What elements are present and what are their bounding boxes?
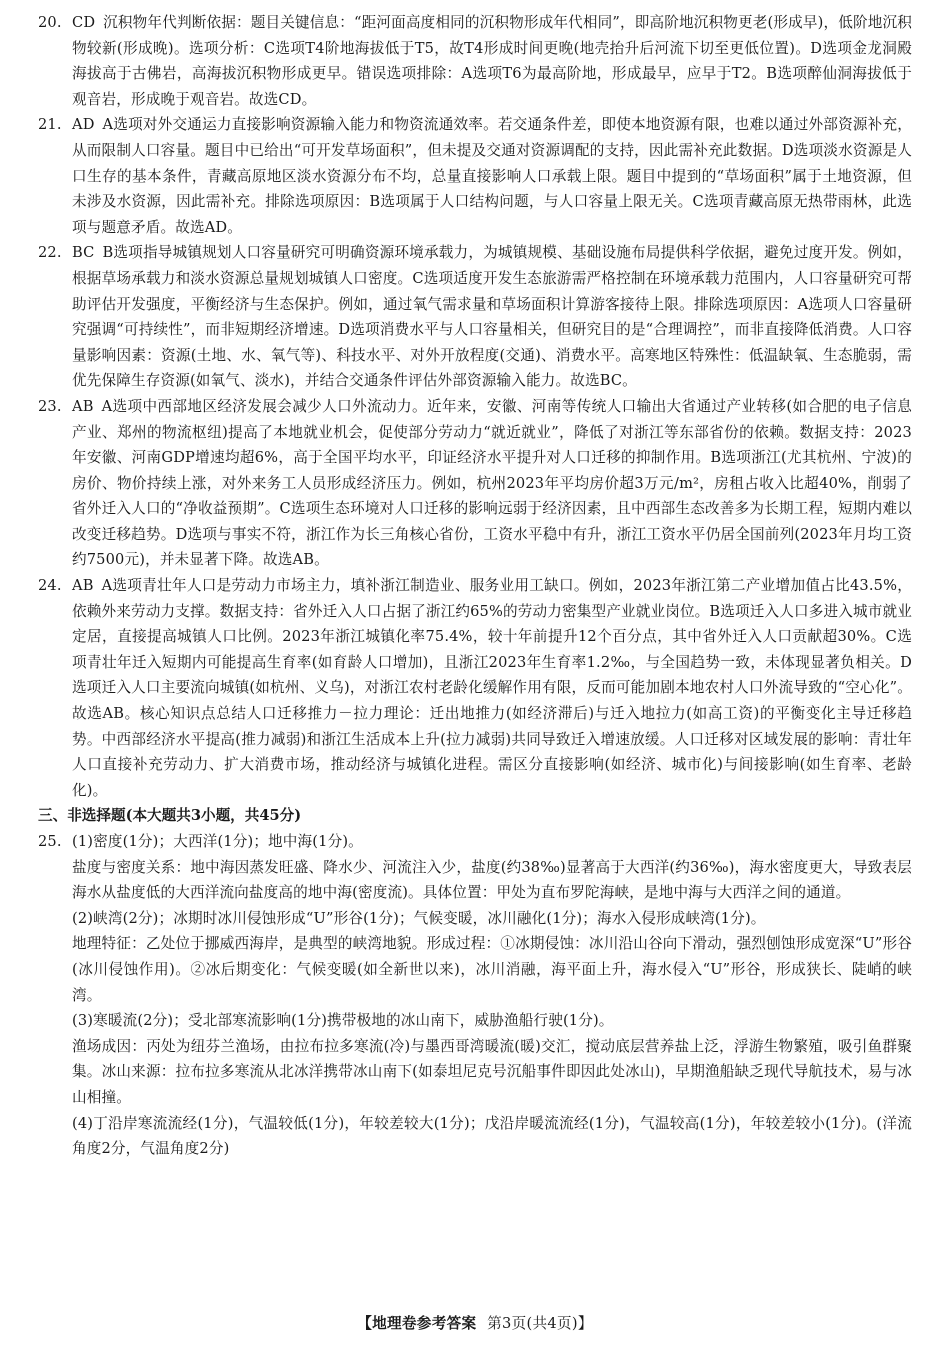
answer-choice: CD — [72, 14, 96, 31]
explanation-text: A选项青壮年人口是劳动力市场主力，填补浙江制造业、服务业用工缺口。例如，2023年浙江第二产业增加值占比43.5%，依赖外来劳动力支撑。数据支持：省外迁入人口占据了浙江约65%的劳动力密集型产业就业岗位。B选项迁入人口多进入城市就业定居，直接提高城镇人口比例。2023年浙江城镇化率75.4%，较十年前提升12个百分点，其中省外迁入人口贡献超30%。C选项青壮年迁入短期内可能提高生育率(如育龄人口增加)，且浙江2023年生育率1.2‰，与全国趋势一致，未体现显著负相关。D选项迁入人口主要流向城镇(如杭州、义乌)，对浙江农村老龄化缓解作用有限，反而可能加剧本地农村人口外流导致的“空心化”。故选AB。核心知识点总结人口迁移推力－拉力理论：迁出地推力(如经济滞后)与迁入地拉力(如高工资)的平衡变化主导迁移趋势。中西部经济水平提高(推力减弱)和浙江生活成本上升(拉力减弱)共同导致迁入增速放缓。人口迁移对区域发展的影响：青壮年人口直接补充劳动力、扩大消费市场，推动经济与城镇化进程。需区分直接影响(如经济、城市化)与间接影响(如生育率、老龄化)。 — [72, 577, 912, 799]
question-23 — [38, 394, 912, 573]
explanation-text: A选项中西部地区经济发展会减少人口外流动力。近年来，安徽、河南等传统人口输出大省通过产业转移(如合肥的电子信息产业、郑州的物流枢纽)提高了本地就业机会，促使部分劳动力“就近就业”，降低了对浙江等东部省份的依赖。数据支持：2023年安徽、河南GDP增速均超6%，高于全国平均水平，印证经济水平提升对人口迁移的抑制作用。B选项浙江(尤其杭州、宁波)的房价、物价持续上涨，对外来务工人员形成经济压力。例如，杭州2023年平均房价超3万元/m²，房租占收入比超40%，削弱了省外迁入人口的“净收益预期”。C选项生态环境对人口迁移的影响远弱于经济因素，且中西部生态改善多为长期工程，短期内难以改变迁移趋势。D选项与事实不符，浙江作为长三角核心省份，工资水平稳中有升，浙江工资水平仍居全国前列(2023年月均工资约7500元)，并未显著下降。故选AB。 — [72, 397, 912, 569]
part-3-explanation: 渔场成因：丙处为纽芬兰渔场，由拉布拉多寒流(冷)与墨西哥湾暖流(暖)交汇，搅动底层营养盐上泛，浮游生物繁殖，吸引鱼群聚集。冰山来源：拉布拉多寒流从北冰洋携带冰山南下(如泰坦尼克号沉船事件即因此处冰山)，早期渔船缺乏现代导航技术，易与冰山相撞。 — [72, 1037, 912, 1106]
page-footer — [0, 1312, 950, 1333]
question-24 — [38, 573, 912, 803]
explanation-text: B选项指导城镇规划人口容量研究可明确资源环境承载力，为城镇规模、基础设施布局提供科学依据，避免过度开发。例如，根据草场承载力和淡水资源总量规划城镇人口密度。C选项适度开发生态旅游需严格控制在环境承载力范围内，人口容量研究可帮助评估开发强度，平衡经济与生态保护。例如，通过氧气需求量和草场面积计算游客接待上限。排除选项原因：A选项人口容量研究强调“可持续性”，而非短期经济增速。D选项消费水平与人口容量相关，但研究目的是“合理调控”，而非直接降低消费。人口容量影响因素：资源(土地、水、氧气等)、科技水平、对外开放程度(交通)、消费水平。高寒地区特殊性：低温缺氧、生态脆弱，需优先保障生存资源(如氧气、淡水)，并结合交通条件评估外部资源输入能力。故选BC。 — [72, 244, 912, 390]
part-1-answer: (1)密度(1分)；大西洋(1分)；地中海(1分)。 — [72, 833, 363, 850]
footer-page-number: 第3页(共4页)】 — [487, 1315, 593, 1332]
part-2-explanation: 地理特征：乙处位于挪威西海岸，是典型的峡湾地貌。形成过程：①冰期侵蚀：冰川沿山谷向下滑动，强烈刨蚀形成宽深“U”形谷(冰川侵蚀作用)。②冰后期变化：气候变暖(如全新世以来)，冰川消融，海平面上升，海水侵入“U”形谷，形成狭长、陡峭的峡湾。 — [72, 935, 912, 1004]
answer-choice: AB — [72, 397, 94, 415]
explanation-text: A选项对外交通运力直接影响资源输入能力和物资流通效率。若交通条件差，即使本地资源有限，也难以通过外部资源补充，从而限制人口容量。题目中已给出“可开发草场面积”，但未提及交通对资源调配的支持，因此需补充此数据。D选项淡水资源是人口生存的基本条件，青藏高原地区淡水资源分布不均，总量直接影响人口承载上限。题目中提到的“草场面积”属于土地资源，但未涉及水资源，因此需补充。排除选项原因：B选项属于人口结构问题，与人口容量上限无关。C选项青藏高原无热带雨林，此选项与题意矛盾。故选AD。 — [72, 116, 912, 236]
question-number: 22. — [38, 244, 62, 262]
section-heading: 三、非选择题(本大题共3小题，共45分) — [38, 807, 302, 825]
question-number: 23. — [38, 397, 62, 415]
part-1-explanation: 盐度与密度关系：地中海因蒸发旺盛、降水少、河流注入少，盐度(约38‰)显著高于大西洋(约36‰)，海水密度更大，导致表层海水从盐度低的大西洋流向盐度高的地中海(密度流)。具体位置：甲处为直布罗陀海峡，是地中海与大西洋之间的通道。 — [72, 858, 912, 902]
footer-title: 【地理卷参考答案 — [357, 1315, 477, 1332]
question-25 — [38, 829, 912, 1162]
question-number: 20. — [38, 14, 62, 31]
page-content — [38, 10, 912, 1162]
question-22 — [38, 240, 912, 394]
part-2-answer: (2)峡湾(2分)；冰期时冰川侵蚀形成“U”形谷(1分)；气候变暖，冰川融化(1分)；海水入侵形成峡湾(1分)。 — [72, 909, 766, 927]
part-3-answer: (3)寒暖流(2分)；受北部寒流影响(1分)携带极地的冰山南下，威胁渔船行驶(1分)。 — [72, 1012, 614, 1030]
question-21 — [38, 112, 912, 240]
question-20 — [38, 10, 912, 112]
question-number: 25. — [38, 833, 62, 850]
answer-choice: AD — [72, 116, 95, 134]
answer-choice: AB — [72, 577, 94, 595]
part-4-answer: (4)丁沿岸寒流流经(1分)，气温较低(1分)，年较差较大(1分)；戊沿岸暖流流经(1分)，气温较高(1分)，年较差较小(1分)。(洋流角度2分，气温角度2分) — [72, 1114, 912, 1158]
answer-choice: BC — [72, 244, 95, 262]
explanation-text: 沉积物年代判断依据：题目关键信息：“距河面高度相同的沉积物形成年代相同”，即高阶地沉积物更老(形成早)，低阶地沉积物较新(形成晚)。选项分析：C选项T4阶地海拔低于T5，故T4形成时间更晚(地壳抬升后河流下切至更低位置)。D选项金龙洞殿海拔高于古佛岩，高海拔沉积物形成更早。错误选项排除：A选项T6为最高阶地，形成最早，应早于T2。B选项醉仙洞海拔低于观音岩，形成晚于观音岩。故选CD。 — [72, 14, 912, 108]
question-number: 21. — [38, 116, 62, 134]
question-number: 24. — [38, 577, 62, 595]
